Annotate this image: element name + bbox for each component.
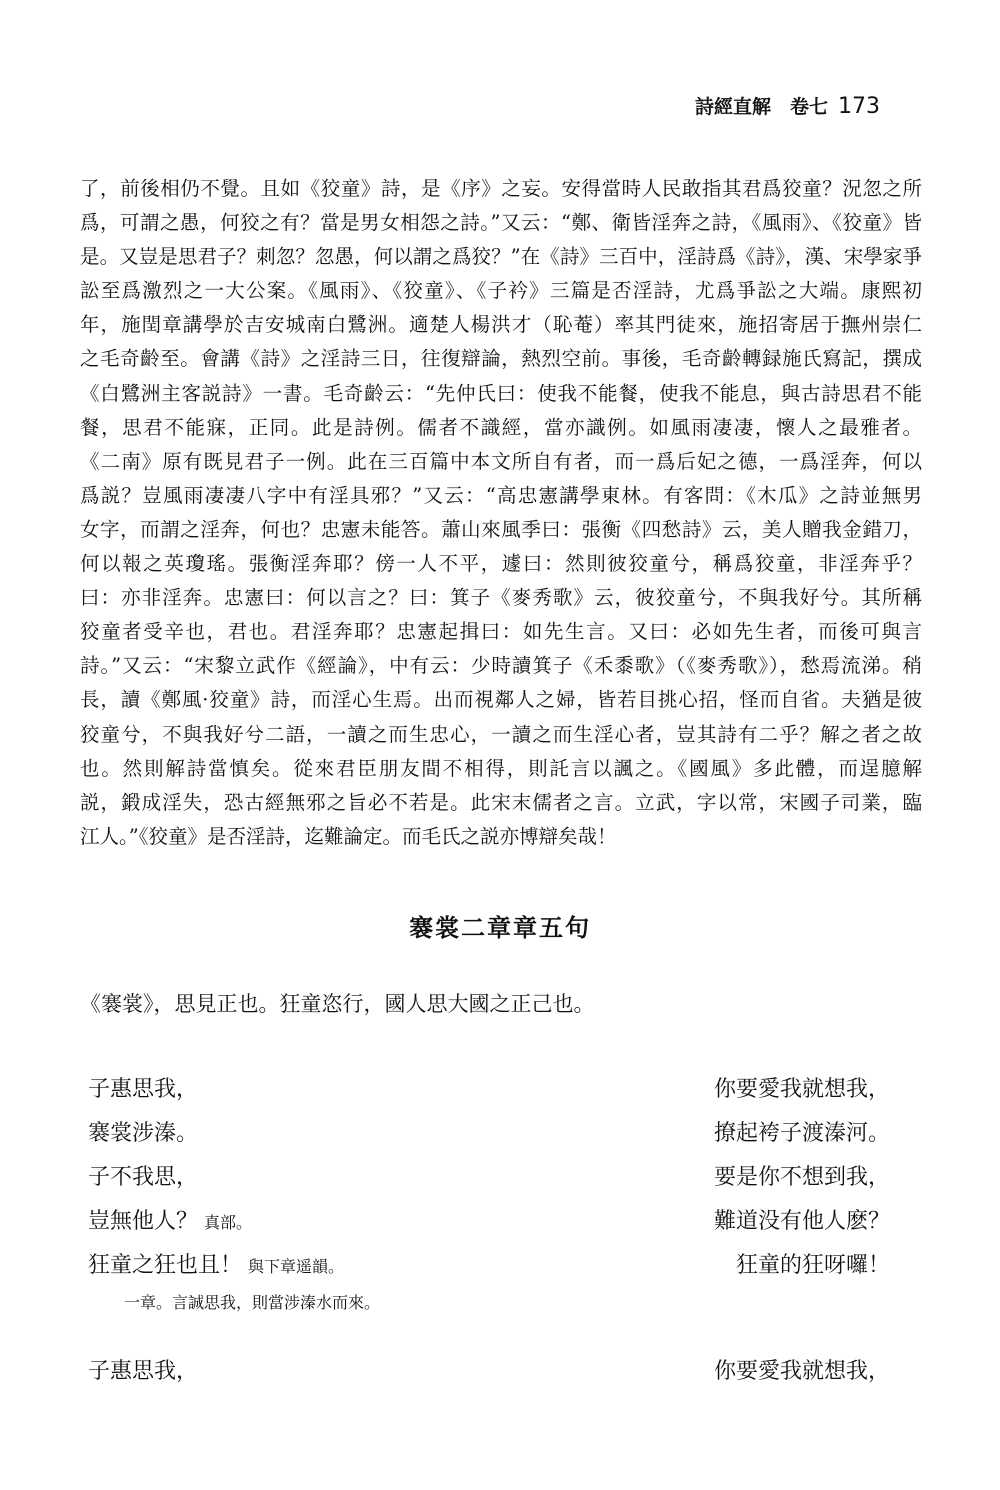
translation-line: 撩起袴子渡溱河。 — [713, 1121, 890, 1146]
commentary-line: 曰：亦非淫奔。忠憲曰：何以言之？曰：箕子《麥秀歌》云，彼狡童兮，不與我好兮。其所稱 — [80, 586, 922, 610]
commentary-line: 也。然則解詩當慎矣。從來君臣朋友間不相得，則託言以諷之。《國風》多此體，而逞臆解 — [80, 756, 922, 780]
running-header — [695, 92, 880, 119]
commentary-line: 是。又豈是思君子？刺忽？忽愚，何以謂之爲狡？”在《詩》三百中，淫詩爲《詩》，漢、宋學家爭 — [80, 245, 922, 269]
poem-line — [88, 1112, 548, 1156]
commentary-line: 了，前後相仍不覺。且如《狡童》詩，是《序》之妄。安得當時人民敢指其君爲狡童？況忽之所 — [80, 177, 922, 200]
stanza1-translation — [570, 1068, 890, 1288]
stanza1-original — [88, 1068, 548, 1318]
page-number: 173 — [838, 94, 880, 119]
poem-line-text: 狂童之狂也且！ — [88, 1253, 243, 1278]
commentary-line: 訟至爲激烈之一大公案。《風雨》、《狡童》、《子衿》三篇是否淫詩，尤爲爭訟之大端。康熙初 — [80, 279, 922, 303]
translation-line: 你要愛我就想我， — [713, 1359, 890, 1384]
poem-line — [88, 1156, 548, 1200]
poem-line — [88, 1068, 548, 1112]
poem-line-text: 褰裳涉溱。 — [88, 1121, 199, 1146]
rhyme-note: 與下章遥韻。 — [248, 1257, 345, 1276]
commentary-line: 詩。”又云：“宋黎立武作《經論》，中有云：少時讀箕子《禾黍歌》（《麥秀歌》），愁焉流涕。稍 — [80, 654, 922, 678]
stanza2-translation — [714, 1350, 890, 1394]
poem-line-text: 子不我思， — [88, 1165, 199, 1190]
commentary-line: 説，鍛成淫失，恐古經無邪之旨必不若是。此宋末儒者之言。立武，字以常，宋國子司業，臨 — [80, 790, 922, 814]
commentary-line: 年，施閏章講學於吉安城南白鷺洲。適楚人楊洪才（恥菴）率其門徒來，施招寄居于撫州崇仁 — [80, 313, 922, 337]
rhyme-note: 真部。 — [204, 1213, 253, 1232]
translation-line: 要是你不想到我， — [713, 1165, 890, 1190]
commentary-line: 爲，可謂之愚，何狡之有？當是男女相怨之詩。”又云：“鄭、衛皆淫奔之詩，《風雨》、《狡童》皆 — [80, 211, 922, 235]
translation-line: 難道没有他人麽？ — [713, 1209, 890, 1234]
poem-line — [88, 1200, 548, 1244]
translation-line: 狂童的狂呀囉！ — [735, 1253, 890, 1278]
section-title: 褰裳二章章五句 — [409, 914, 591, 942]
commentary-line: 餐，思君不能寐，正同。此是詩例。儒者不識經，當亦識例。如風雨凄凄，懷人之最雅者。 — [80, 415, 922, 439]
poem-line-text: 子惠思我， — [88, 1077, 199, 1102]
commentary-line: 江人。”《狡童》是否淫詩，迄難論定。而毛氏之説亦博辯矣哉！ — [80, 824, 617, 848]
poem-line-text: 子惠思我， — [88, 1359, 199, 1384]
commentary-line: 爲説？豈風雨凄凄八字中有淫具邪？”又云：“高忠憲講學東林。有客問：《木瓜》之詩並無男 — [80, 483, 922, 507]
poem-line — [88, 1244, 548, 1288]
commentary-line: 狡童兮，不與我好兮二語，一讀之而生忠心，一讀之而生淫心者，豈其詩有二乎？解之者之故 — [80, 722, 922, 746]
commentary-paragraph — [80, 172, 922, 854]
commentary-line: 《白鷺洲主客説詩》一書。毛奇齡云：“先仲氏曰：使我不能餐，使我不能息，與古詩思君不能 — [80, 381, 922, 405]
poem-preface: 《褰裳》，思見正也。狂童恣行，國人思大國之正己也。 — [80, 992, 595, 1016]
book-title: 詩經直解 卷七 — [694, 96, 828, 118]
commentary-line: 狡童者受辛也，君也。君淫奔耶？忠憲起揖曰：如先生言。又曰：必如先生者，而後可與言 — [80, 620, 922, 644]
stanza2-original — [88, 1350, 198, 1394]
commentary-line: 何以報之英瓊瑤。張衡淫奔耶？傍一人不平，遽曰：然則彼狡童兮，稱爲狡童，非淫奔乎？ — [80, 552, 922, 576]
poem-line-text: 豈無他人？ — [88, 1209, 199, 1234]
commentary-line: 之毛奇齡至。會講《詩》之淫詩三日，往復辯論，熱烈空前。事後，毛奇齡轉録施氏寫記，撰成 — [80, 347, 922, 371]
stanza-comment: 一章。言誠思我，則當涉溱水而來。 — [124, 1293, 381, 1312]
translation-line: 你要愛我就想我， — [713, 1077, 890, 1102]
commentary-line: 女字，而謂之淫奔，何也？忠憲未能答。蕭山來風季曰：張衡《四愁詩》云，美人贈我金錯刀， — [80, 517, 922, 541]
commentary-line: 長，讀《鄭風·狡童》詩，而淫心生焉。出而視鄰人之婦，皆若目挑心招，怪而自省。夫猶是彼 — [80, 688, 922, 712]
commentary-line: 《二南》原有既見君子一例。此在三百篇中本文所自有者，而一爲后妃之德，一爲淫奔，何以 — [80, 449, 922, 473]
